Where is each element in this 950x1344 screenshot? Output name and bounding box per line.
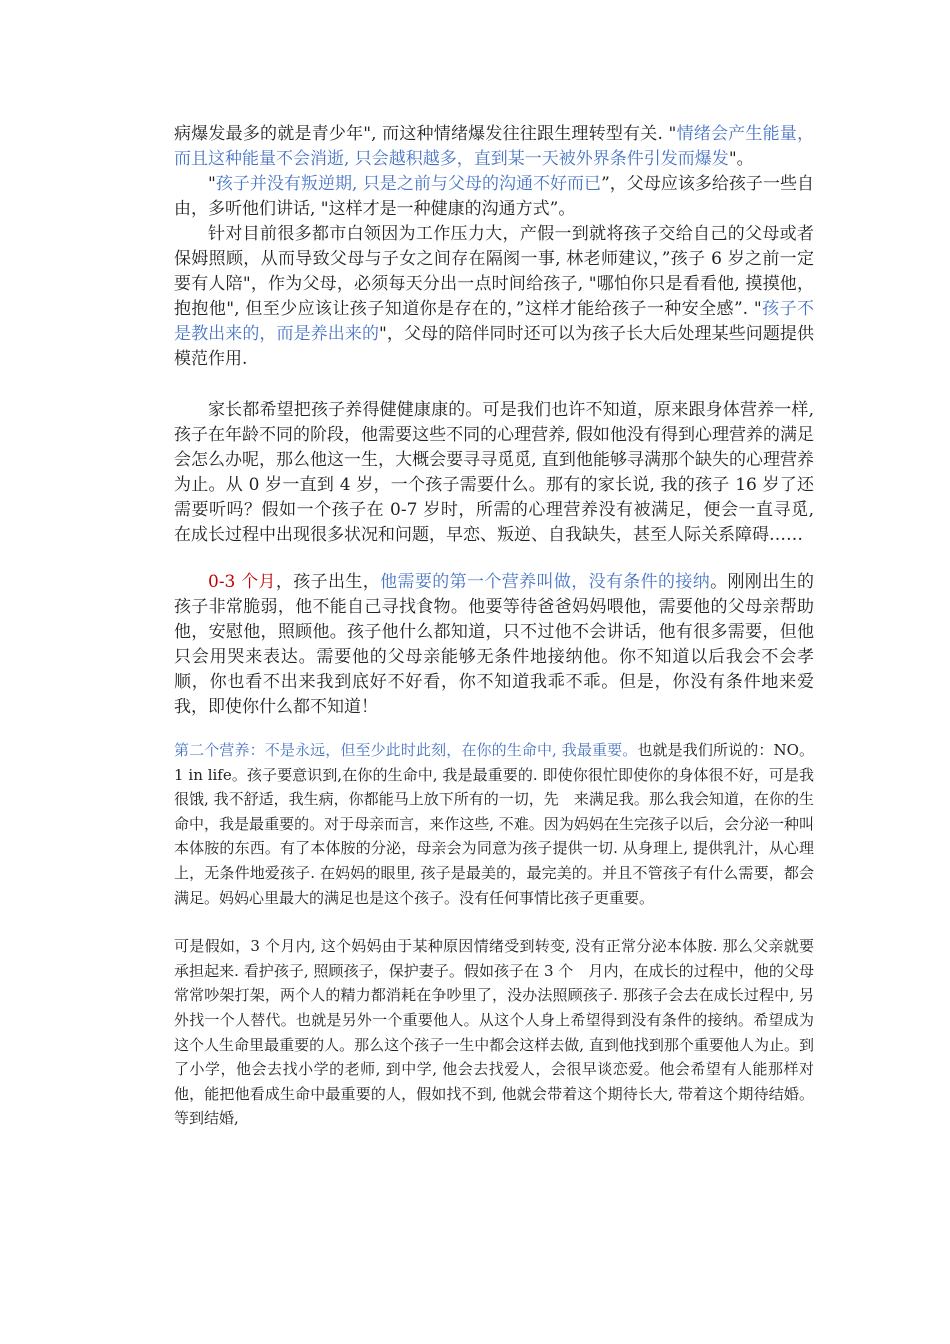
paragraph-1 (174, 122, 814, 172)
paragraph-6-highlight: 第二个营养：不是永远，但至少此时此刻，在你的生命中, 我最重要。 (174, 741, 638, 759)
paragraph-2 (174, 172, 814, 222)
paragraph-6-text: 也就是我们所说的：NO。1 in life。孩子要意识到,在你的生命中, 我是最重要的. 即使你很忙即使你的身体很不好，可是我很饿, 我不舒适，我生病，你都能马上放下所有的一切，先 来满足我。那么我会知道，在你的生命中，我是最重要的。对于母亲而言，来作这些, 不难。因为妈妈在生完孩子以后，会分泌一种叫本体胺的东西。有了本体胺的分泌，母亲会为同意为孩子提供一切. 从身理上, 提供乳汁，从心理上，无条件地爱孩子. 在妈妈的眼里, 孩子是最美的，最完美的。并且不管孩子有什么需要，都会满足。妈妈心里最大的满足也是这个孩子。没有任何事情比孩子更重要。 (174, 741, 814, 907)
paragraph-3-text-start: 针对目前很多都市白领因为工作压力大，产假一到就将孩子交给自己的父母或者保姆照顾，从而导致父母与子女之间存在隔阂一事, 林老师建议，”孩子 6 岁之前一定要有人陪"，作为父母，必须每天分出一点时间给孩子, "哪怕你只是看看他, 摸摸他，抱抱他", 但至少应该让孩子知道你是存在的，”这样才能给孩子一种安全感”. " (174, 224, 814, 319)
paragraph-5-highlight: 他需要的第一个营养叫做，没有条件的接纳 (380, 572, 711, 592)
paragraph-3-text-end: "，父母的陪伴同时还可以为孩子长大后处理某些问题提供模范作用. (174, 324, 814, 369)
paragraph-2-text-start: " (208, 174, 216, 194)
document-page (174, 122, 814, 1131)
paragraph-5 (174, 570, 814, 720)
paragraph-7 (174, 934, 814, 1131)
paragraph-1-text-end: "。 (728, 149, 754, 169)
paragraph-4 (174, 398, 814, 548)
paragraph-3-highlight: 孩子不是教出来的，而是养出来的 (174, 299, 815, 344)
paragraph-1-text-start: 病爆发最多的就是青少年", 而这种情绪爆发往往跟生理转型有关. " (174, 124, 677, 144)
paragraph-5-age-label: 0-3 个月 (208, 572, 276, 592)
paragraph-7-text: 可是假如，3 个月内, 这个妈妈由于某种原因情绪受到转变, 没有正常分泌本体胺. 那么父亲就要承担起来. 看护孩子, 照顾孩子，保护妻子。假如孩子在 3 个 月内，在成长的过程中，他的父母常常吵架打架，两个人的精力都消耗在争吵里了，没办法照顾孩子. 那孩子会去在成长过程中, 另外找一个人替代。也就是另外一个重要他人。从这个人身上希望得到没有条件的接纳。希望成为这个人生命里最重要的人。那么这个孩子一生中都会这样去做, 直到他找到那个重要他人为止。到了小学，他会去找小学的老师, 到中学, 他会去找爱人，会很早谈恋爱。他会希望有人能那样对他，能把他看成生命中最重要的人，假如找不到, 他就会带着这个期待长大, 带着这个期待结婚。等到结婚, (174, 937, 814, 1128)
paragraph-3 (174, 222, 814, 372)
paragraph-5-text-start: ，孩子出生， (275, 572, 381, 592)
paragraph-2-text-end: ”，父母应该多给孩子一些自由，多听他们讲话, "这样才是一种健康的沟通方式”。 (174, 174, 814, 219)
paragraph-5-text-end: 。刚刚出生的孩子非常脆弱，他不能自己寻找食物。他要等待爸爸妈妈喂他，需要他的父母亲帮助他，安慰他，照顾他。孩子他什么都知道，只不过他不会讲话，他有很多需要，但他只会用哭来表达。需要他的父母亲能够无条件地接纳他。你不知道以后我会不会孝顺，你也看不出来我到底好不好看，你不知道我乖不乖。但是，你没有条件地来爱我，即使你什么都不知道！ (174, 572, 815, 717)
paragraph-2-highlight: 孩子并没有叛逆期, 只是之前与父母的沟通不好而已 (215, 174, 602, 194)
paragraph-1-highlight: 情绪会产生能量，而且这种能量不会消逝, 只会越积越多，直到某一天被外界条件引发而爆发 (174, 124, 815, 169)
paragraph-4-text: 家长都希望把孩子养得健健康康的。可是我们也许不知道，原来跟身体营养一样, 孩子在年龄不同的阶段，他需要这些不同的心理营养, 假如他没有得到心理营养的满足会怎么办呢，那么他这一生，大概会要寻寻觅觅, 直到他能够寻满那个缺失的心理营养为止。从 0 岁一直到 4 岁，一个孩子需要什么。那有的家长说, 我的孩子 16 岁了还需要听吗？假如一个孩子在 0-7 岁时，所需的心理营养没有被满足，便会一直寻觅, 在成长过程中出现很多状况和问题，早恋、叛逆、自我缺失，甚至人际关系障碍…… (174, 400, 814, 545)
paragraph-6 (174, 738, 814, 910)
